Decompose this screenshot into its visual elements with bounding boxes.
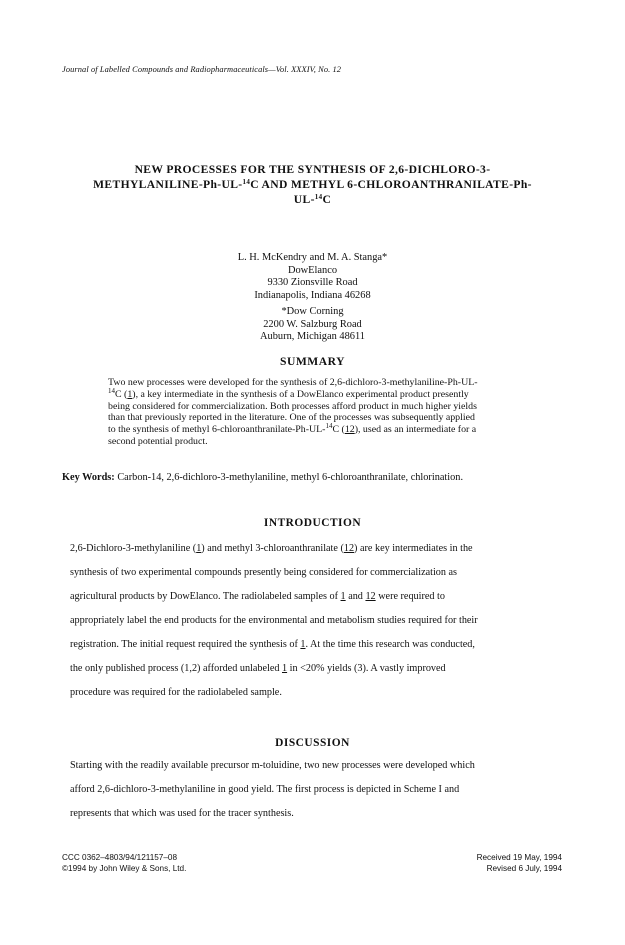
key-words-label: Key Words: [62, 472, 115, 483]
author-names: L. H. McKendry and M. A. Stanga* [237, 252, 388, 263]
summary-line: than that previously reported in the literature. One of the processes was subsequently applied [108, 412, 475, 424]
alt-city: Auburn, Michigan 48611 [260, 331, 365, 342]
received-date: Received 19 May, 1994 [476, 853, 562, 862]
key-words [62, 472, 463, 483]
summary-heading: SUMMARY [280, 355, 345, 368]
discussion-line: Starting with the readily available precursor m-toluidine, two new processes were developed which [70, 760, 475, 771]
introduction-heading: INTRODUCTION [263, 517, 362, 529]
title-line-3: UL-$^{14}$C [293, 193, 332, 206]
author-city: Indianapolis, Indiana 46268 [254, 289, 371, 301]
author-street: 9330 Zionsville Road [267, 277, 358, 288]
summary-text [108, 377, 538, 448]
discussion-line: represents that which was used for the tracer synthesis. [70, 808, 294, 819]
copyright: ©1994 by John Wiley & Sons, Ltd. [62, 864, 187, 873]
revised-date: Revised 6 July, 1994 [486, 864, 562, 873]
title-line-1: NEW PROCESSES FOR THE SYNTHESIS OF 2,6-DICHLORO-3- [134, 163, 491, 176]
journal-header: Journal of Labelled Compounds and Radiopharmaceuticals—Vol. XXXIV, No. 12 [62, 65, 342, 74]
alt-org: *Dow Corning [281, 306, 344, 317]
intro-line: synthesis of two experimental compounds presently being considered for commercialization as [70, 567, 458, 578]
summary-line: being considered for commercialization. Both processes afford product in much higher yields [108, 400, 477, 412]
footer-right [420, 852, 562, 874]
article-title [40, 162, 585, 207]
intro-line: the only published process (1,2) afforded unlabeled 1 in <20% yields (3). A vastly improved [70, 663, 446, 674]
intro-line: registration. The initial request required the synthesis of 1. At the time this research was conducted, [70, 639, 475, 650]
author-affiliation [60, 252, 565, 302]
intro-line: appropriately label the end products for the environmental and metabolism studies required for their [70, 615, 478, 626]
footer-left [62, 852, 186, 874]
summary-line: $^{14}$C (1), a key intermediate in the synthesis of a DowElanco experimental product presently [108, 386, 469, 400]
summary-line: Two new processes were developed for the synthesis of 2,6-dichloro-3-methylaniline-Ph-UL- [108, 377, 478, 388]
intro-line: procedure was required for the radiolabeled sample. [70, 687, 282, 698]
summary-line: to the synthesis of methyl 6-chloroanthranilate-Ph-UL-$^{14}$C (12), used as an intermediate for a [108, 422, 477, 436]
ccc-code: CCC 0362–4803/94/121157–08 [62, 853, 178, 862]
alternate-affiliation [60, 306, 565, 344]
summary-line: second potential product. [108, 435, 208, 447]
author-org: DowElanco [287, 264, 338, 276]
intro-line: 2,6-Dichloro-3-methylaniline (1) and methyl 3-chloroanthranilate (12) are key intermediates in the [70, 543, 473, 554]
intro-line: agricultural products by DowElanco. The radiolabeled samples of 1 and 12 were required to [70, 591, 445, 602]
alt-street: 2200 W. Salzburg Road [263, 318, 362, 330]
discussion-heading: DISCUSSION [275, 737, 350, 749]
title-line-2: METHYLANILINE-Ph-UL-$^{14}$C AND METHYL 6-CHLOROANTHRANILATE-Ph- [93, 178, 532, 191]
key-words-text: Carbon-14, 2,6-dichloro-3-methylaniline, methyl 6-chloroanthranilate, chlorination. [117, 472, 464, 483]
discussion-line: afford 2,6-dichloro-3-methylaniline in good yield. The first process is depicted in Scheme I and [70, 784, 460, 795]
